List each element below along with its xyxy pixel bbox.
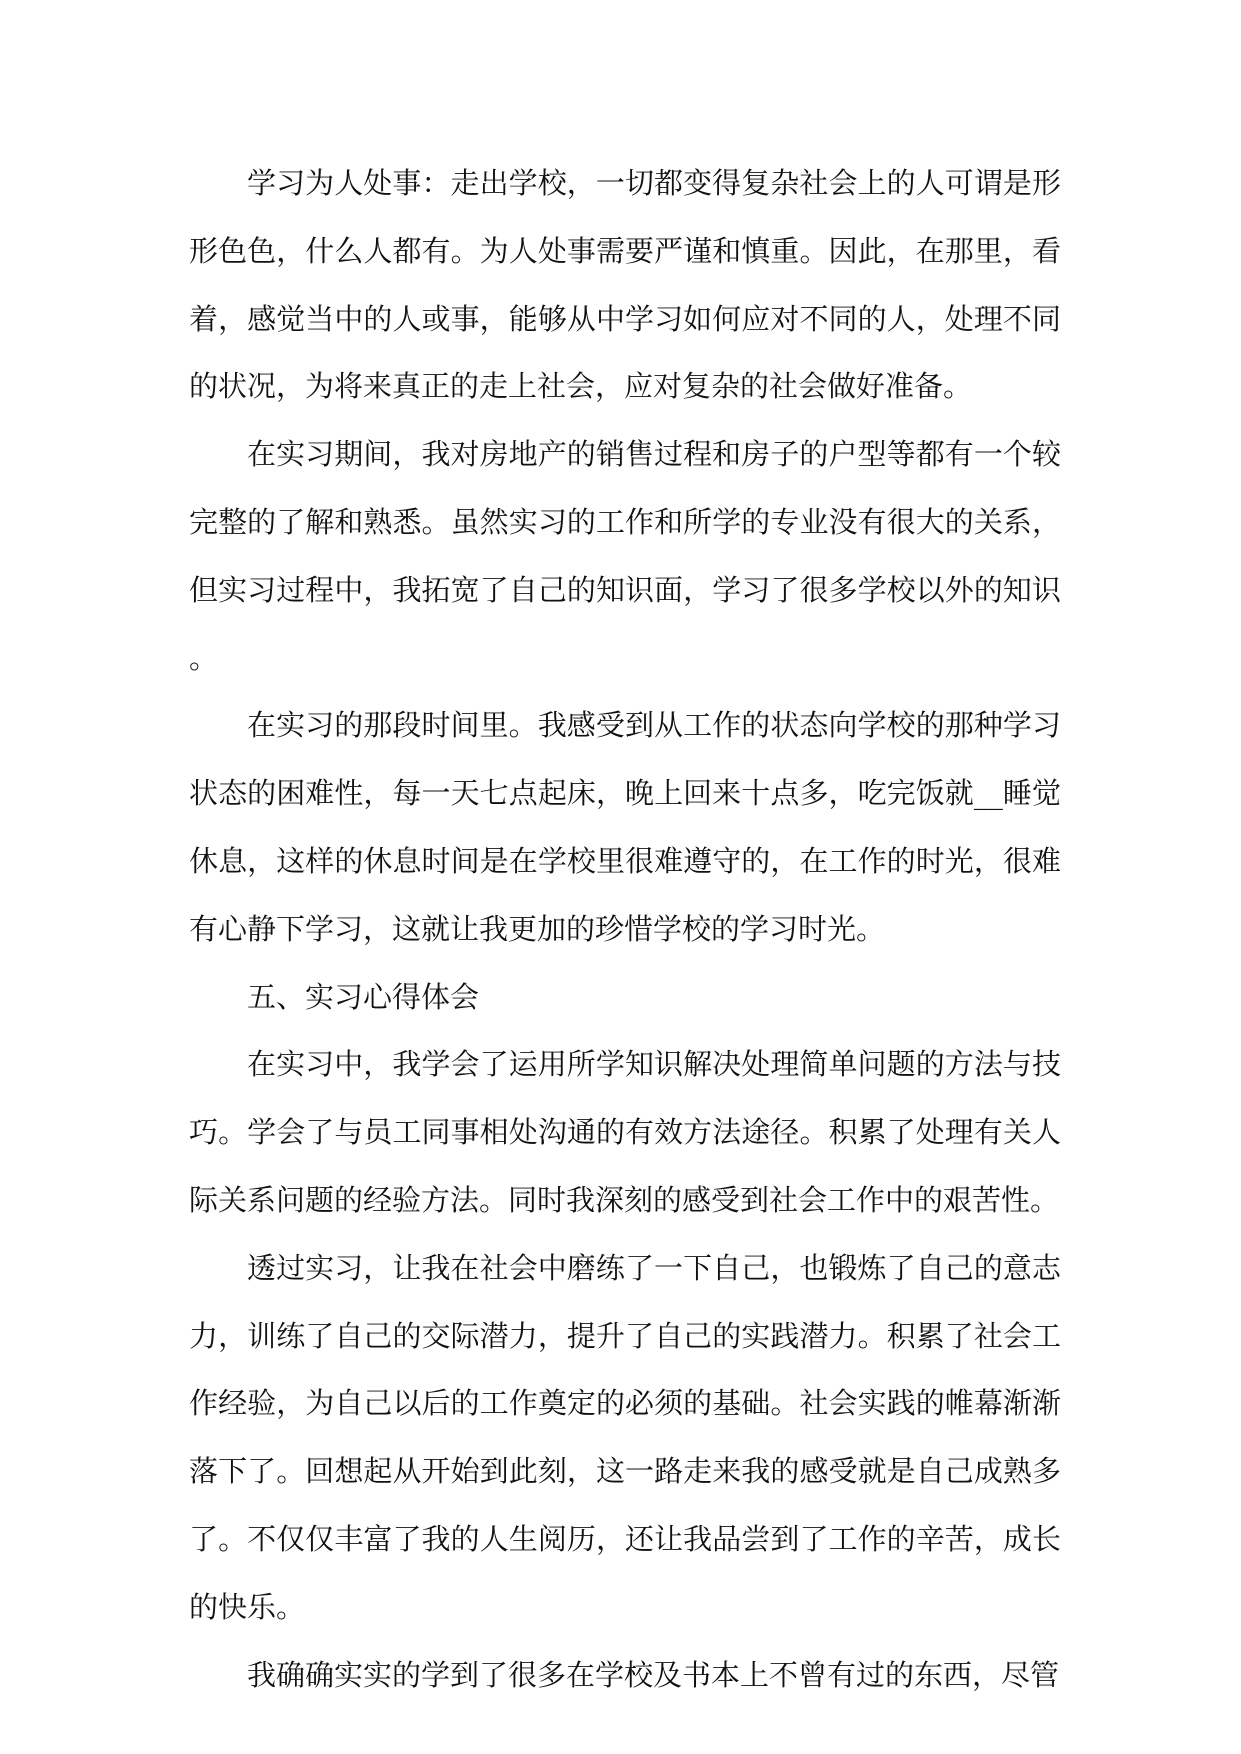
paragraph-beyond-textbooks: 我确确实实的学到了很多在学校及书本上不曾有过的东西，尽管 [247, 1657, 1060, 1692]
paragraph-internship-period: 在实习期间，我对房地产的销售过程和房子的户型等都有一个较完整的了解和熟悉。虽然实习的工作和所学的专业没有很大的关系，但实习过程中，我拓宽了自己的知识面，学习了很多学校以外的知识。 [189, 437, 1061, 675]
paragraph-skills-learned: 在实习中，我学会了运用所学知识解决处理简单问题的方法与技巧。学会了与员工同事相处沟通的有效方法途径。积累了处理有关人际关系问题的经验方法。同时我深刻的感受到社会工作中的艰苦性。 [189, 1047, 1061, 1217]
section-heading: 五、实习心得体会 [247, 979, 480, 1014]
paragraph-work-study-transition: 在实习的那段时间里。我感受到从工作的状态向学校的那种学习状态的困难性，每一天七点起床，晚上回来十点多，吃完饭就__睡觉休息，这样的休息时间是在学校里很难遵守的，在工作的时光，很难有心静下学习，这就让我更加的珍惜学校的学习时光。 [189, 708, 1061, 946]
paragraph-interpersonal-learning: 学习为人处事：走出学校，一切都变得复杂社会上的人可谓是形形色色，什么人都有。为人处事需要严谨和慎重。因此，在那里，看着，感觉当中的人或事，能够从中学习如何应对不同的人，处理不同的状况，为将来真正的走上社会，应对复杂的社会做好准备。 [189, 166, 1061, 404]
paragraph-self-improvement: 透过实习，让我在社会中磨练了一下自己，也锻炼了自己的意志力，训练了自己的交际潜力，提升了自己的实践潜力。积累了社会工作经验，为自己以后的工作奠定的必须的基础。社会实践的帷幕渐渐落下了。回想起从开始到此刻，这一路走来我的感受就是自己成熟多了。不仅仅丰富了我的人生阅历，还让我品尝到了工作的辛苦，成长的快乐。 [189, 1250, 1061, 1624]
document-body [189, 150, 1061, 1709]
